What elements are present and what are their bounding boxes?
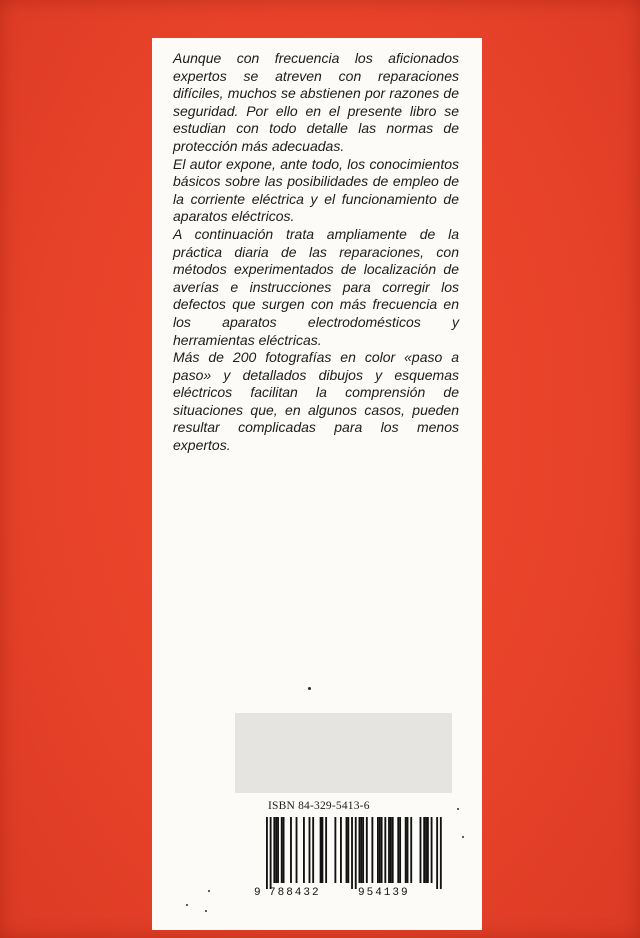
barcode-bar	[440, 817, 442, 889]
barcode-digit-lead: 9	[254, 887, 261, 899]
blurb-paragraph-1: Aunque con frecuencia los aficionados expertos se atreven con reparaciones difíciles, muchos se abstienen por razones de seguridad. Por ello en el presente libro se estudian con todo detalle las normas de protección más adecuadas.	[173, 50, 459, 154]
barcode-bar	[275, 817, 277, 883]
barcode-bar	[273, 817, 275, 883]
isbn-barcode	[254, 815, 454, 905]
barcode-bar	[384, 817, 386, 883]
barcode-bar	[377, 817, 379, 883]
barcode-bar	[423, 817, 425, 883]
barcode-bar	[379, 817, 381, 883]
barcode-bar	[390, 817, 392, 883]
barcode-bar	[325, 817, 327, 883]
print-speck	[462, 836, 464, 838]
barcode-bar	[397, 817, 399, 883]
barcode-bar	[360, 817, 362, 883]
barcode-bar	[405, 817, 407, 883]
barcode-bar	[392, 817, 394, 883]
barcode-bar	[381, 817, 383, 883]
barcode-bar	[407, 817, 409, 883]
barcode-bar	[303, 817, 305, 883]
barcode-bar	[431, 817, 433, 883]
barcode-bar	[427, 817, 429, 883]
barcode-bar	[266, 817, 268, 889]
barcode-digits-right: 954139	[358, 887, 410, 899]
barcode-bar	[340, 817, 342, 883]
barcode-bar	[351, 817, 353, 889]
barcode-bar	[355, 817, 357, 889]
print-speck	[208, 890, 210, 892]
barcode-bar	[309, 817, 311, 883]
barcode-bar	[290, 817, 292, 883]
isbn-label: ISBN 84-329-5413-6	[268, 800, 370, 812]
barcode-bar	[366, 817, 368, 883]
print-speck	[457, 808, 459, 810]
barcode-bar	[346, 817, 348, 883]
barcode-bar	[312, 817, 314, 883]
blurb-text	[173, 50, 459, 455]
barcode-bar	[283, 817, 285, 883]
barcode-bar	[425, 817, 427, 883]
barcode-bar	[362, 817, 364, 883]
barcode-bar	[296, 817, 298, 883]
print-speck	[308, 687, 311, 690]
blurb-paragraph-2: El autor expone, ante todo, los conocimientos básicos sobre las posibilidades de empleo de la corriente eléctrica y el funcionamiento de aparatos eléctricos.	[173, 155, 459, 225]
blurb-paragraph-4: Más de 200 fotografías en color «paso a paso» y detallados dibujos y esquemas eléctricos facilitan la comprensión de situaciones que, en algunos casos, pueden resultar complicadas para los menos expertos.	[173, 349, 459, 454]
barcode-bar	[334, 817, 336, 883]
print-speck	[186, 904, 188, 906]
barcode-bar	[270, 817, 272, 889]
blurb-paragraph-3: A continuación trata ampliamente de la práctica diaria de las reparaciones, con métodos experimentados de localización de averías e instrucciones para corregir los defectos que surgen con más frecuencia en los aparatos electrodomésticos y herramientas eléctricas.	[173, 225, 459, 348]
barcode-bar	[388, 817, 390, 883]
barcode-bar	[420, 817, 422, 883]
barcode-bar	[322, 817, 324, 883]
barcode-bar	[436, 817, 438, 889]
barcode-bar	[281, 817, 283, 883]
barcode-bar	[277, 817, 279, 883]
barcode-bar	[347, 817, 349, 883]
print-speck	[205, 910, 207, 912]
barcode-bar	[399, 817, 401, 883]
barcode-bar	[359, 817, 361, 883]
barcode-bar	[410, 817, 412, 883]
price-sticker-area	[235, 713, 452, 793]
barcode-bar	[320, 817, 322, 883]
barcode-digits-left: 788432	[269, 887, 321, 899]
barcode-bar	[371, 817, 373, 883]
